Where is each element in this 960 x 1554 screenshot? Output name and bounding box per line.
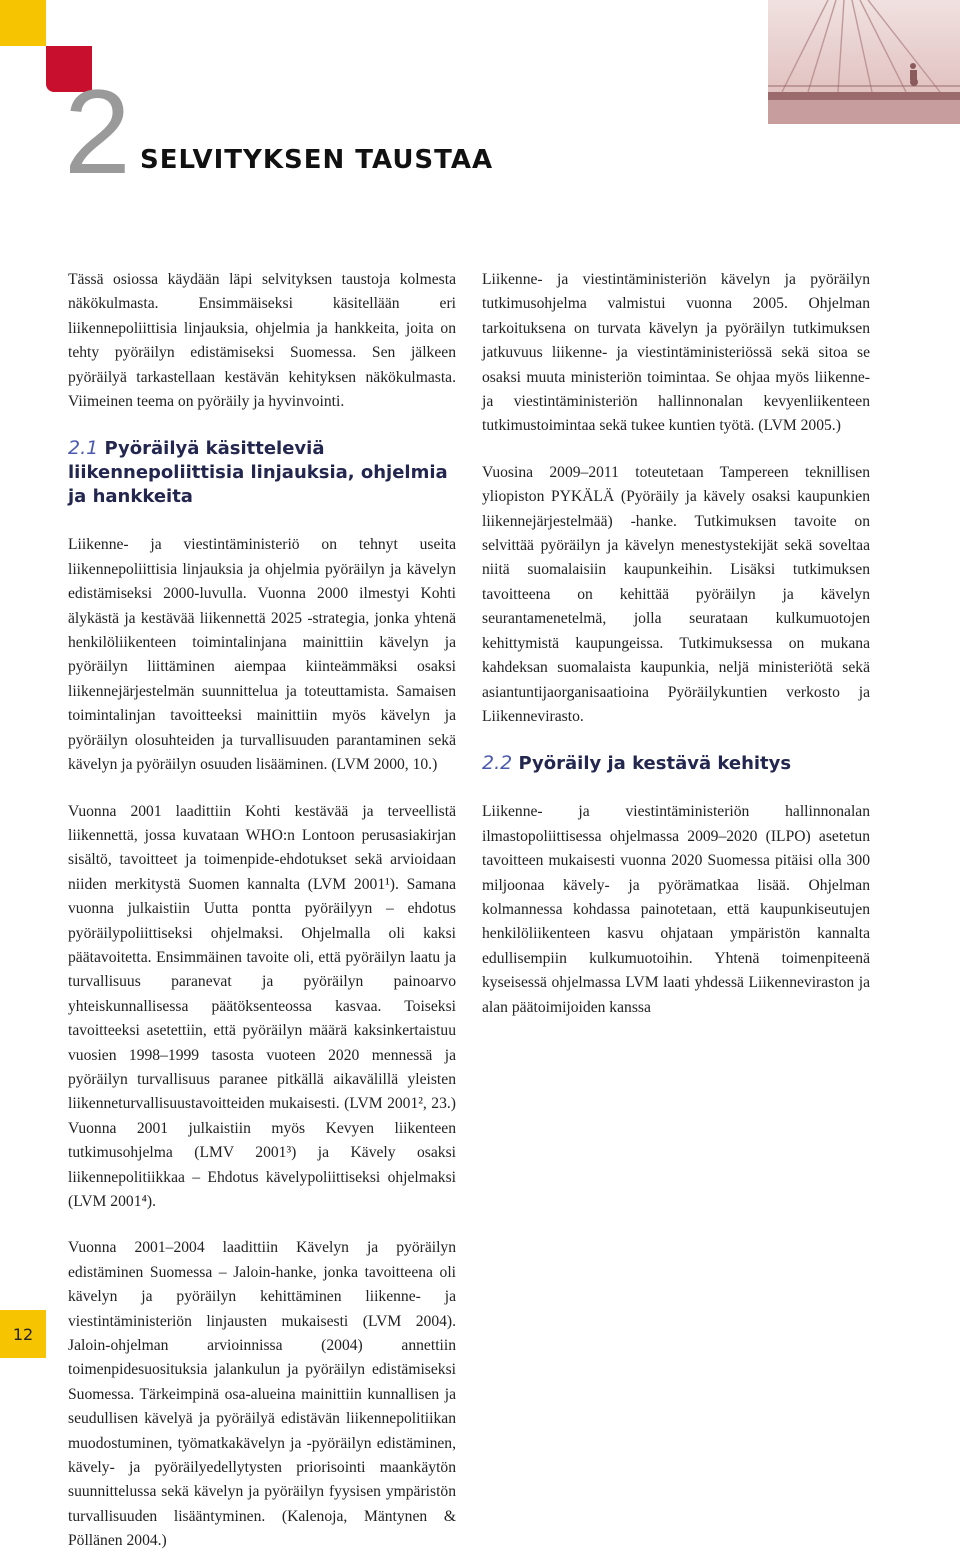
bridge-cyclist-photo [768,0,960,124]
section-2-1-number: 2.1 [68,437,99,460]
section-2-2-number: 2.2 [482,752,513,775]
chapter-number: 2 [64,65,131,199]
bridge-photo-graphic [768,0,960,124]
section-2-2-heading [482,751,870,776]
intro-paragraph: Tässä osiossa käydään läpi selvityksen taustoja kolmesta näkökulmasta. Ensimmäiseksi käsitellään eri liikennepoliittisia linjauksia, ohjelmia ja hankkeita, joita on tehty pyöräilyn edistämiseksi Suomessa. Sen jälkeen pyöräilyä tarkastellaan kestävän kehityksen näkökulmasta. Viimeinen teema on pyöräily ja hyvinvointi. [68,271,456,411]
section-2-1-paragraph-1: Liikenne- ja viestintäministeriö on tehnyt useita liikennepoliittisia linjauksia ja ohjelmia pyöräilyn ja kävelyn edistämiseksi 2000-luvulla. Vuonna 2000 ilmestyi Kohti älykästä ja kestävää liikennettä 2025 -strategia, jonka yhtenä henkilöliikenteen toimintalinjana mainittiin kävelyn ja pyöräilyn liittäminen aiempaa kiinteämmäksi osaksi liikennejärjestelmän suunnittelua ja toteuttamista. Samaisen toimintalinjan tavoitteeksi mainittiin myös kävelyn ja pyöräilyn olosuhteiden ja turvallisuuden parantaminen sekä kävelyn ja pyöräilyn osuuden lisääminen. (LVM 2000, 10.) [68,536,456,774]
chapter-title: SELVITYKSEN TAUSTAA [140,145,494,175]
corner-yellow-block [0,0,46,46]
right-column [482,268,870,1042]
section-2-1-title: Pyöräilyä käsitteleviä liikennepoliittisia linjauksia, ohjelmia ja hankkeita [68,438,448,508]
section-2-1-paragraph-4: Liikenne- ja viestintäministeriön kävelyn ja pyöräilyn tutkimusohjelma valmistui vuonna 2005. Ohjelman tarkoituksena on turvata kävelyn ja pyöräilyn tutkimuksen jatkuvuus liikenne- ja viestintäministeriössä sekä sitoa se osaksi muuta ministeriön toimintaa. Se ohjaa myös liikenne- ja viestintäministeriön hallinnonalan kevyenliikenteen tutkimustoimintaa sekä tukee kuntien työtä. (LVM 2005.) [482,271,870,435]
section-2-2-title: Pyöräily ja kestävä kehitys [518,753,792,775]
page-number: 12 [0,1310,46,1358]
section-2-1-paragraph-3: Vuonna 2001–2004 laadittiin Kävelyn ja pyöräilyn edistäminen Suomessa – Jaloin-hanke, jonka tavoitteena oli kävelyn ja pyöräilyn kehittäminen liikenne- ja viestintäministeriön linjausten mukaisesti (LVM 2004). Jaloin-ohjelman arvioinnissa (2004) annettiin toimenpidesuosituksia jalankulun ja pyöräilyn edistämiseksi Suomessa. Tärkeimpinä osa-alueina mainittiin kunnallisen ja seudullisen kävelyä ja pyöräilyä edistävän liikennepolitiikan muodostuminen, työmatkakävelyn ja -pyöräilyn edistäminen, kävely- ja pyöräilyedellytysten priorisointi maankäytön suunnittelussa sekä kävelyn ja pyöräilyn fyysisen ympäristön turvallisuuden lisääntyminen. (Kalenoja, Mäntynen & Pöllänen 2004.) [68,1239,456,1550]
section-2-1-paragraph-2: Vuonna 2001 laadittiin Kohti kestävää ja terveellistä liikennettä, jossa kuvataan WHO:n Lontoon perusasiakirjan sisältö, tavoitteet ja toimenpide-ehdotukset sekä arvioidaan niiden merkitystä Suomen kannalta (LVM 2001¹). Samana vuonna julkaistiin Uutta pontta pyöräilyyn – ehdotus pyöräilypoliittiseksi ohjelmaksi. Ohjelmalla oli kaksi päätavoitetta. Ensimmäinen tavoite oli, että pyöräilyn laatu ja turvallisuus paranevat ja pyöräilyn painoarvo yhteiskunnallisessa päätöksenteossa kasvaa. Toiseksi tavoitteeksi asetettiin, että pyöräilyn määrä kaksinkertaistuu vuosien 1998–1999 tasosta vuoteen 2020 mennessä ja pyöräilyn turvallisuus paranee pitkällä aikavälillä yleisten liikenneturvallisuustavoitteiden mukaisesti. (LVM 2001², 23.) Vuonna 2001 julkaistiin myös Kevyen liikenteen tutkimusohjelma (LMV 2001³) ja Kävely osaksi liikennepolitiikkaa – Ehdotus kävelypoliittiseksi ohjelmaksi (LVM 2001⁴). [68,802,456,1210]
left-column [68,268,456,1550]
section-2-2-paragraph-1: Liikenne- ja viestintäministeriön hallinnonalan ilmastopoliittisessa ohjelmassa 2009–2020 (ILPO) asetetun tavoitteen mukaisesti vuonna 2020 Suomessa pitäisi olla 300 miljoonaa kävely- ja pyörämatkaa lisää. Ohjelman kolmannessa kohdassa painotetaan, että kaupunkiseutujen henkilöliikenteen kasvu ohjataan ympäristön kannalta edullisempiin kulkumuotoihin. Yhtenä toimenpiteenä kyseisessä ohjelmassa LVM laati yhdessä Liikenneviraston ja alan päätoimijoiden kanssa [482,803,870,1016]
section-2-1-heading [68,436,456,509]
section-2-1-paragraph-5: Vuosina 2009–2011 toteutetaan Tampereen teknillisen yliopiston PYKÄLÄ (Pyöräily ja kävely osaksi kaupunkien liikennejärjestelmää) -hanke. Tutkimuksen tavoite on selvittää pyöräilyn ja kävelyn menestystekijät sekä soveltaa niitä suomalaisiin kaupunkeihin. Lisäksi tutkimuksen tavoitteena on kehittää pyöräilyn ja kävelyn seurantamenetelmä, jolla seurataan kulkumuotojen kehittymistä kaupungeissa. Tutkimuksessa on mukana kahdeksan suomalaista kaupunkia, neljä ministeriötä sekä asiantuntijaorganisaatioina Pyöräilykuntien verkosto ja Liikennevirasto. [482,463,870,725]
